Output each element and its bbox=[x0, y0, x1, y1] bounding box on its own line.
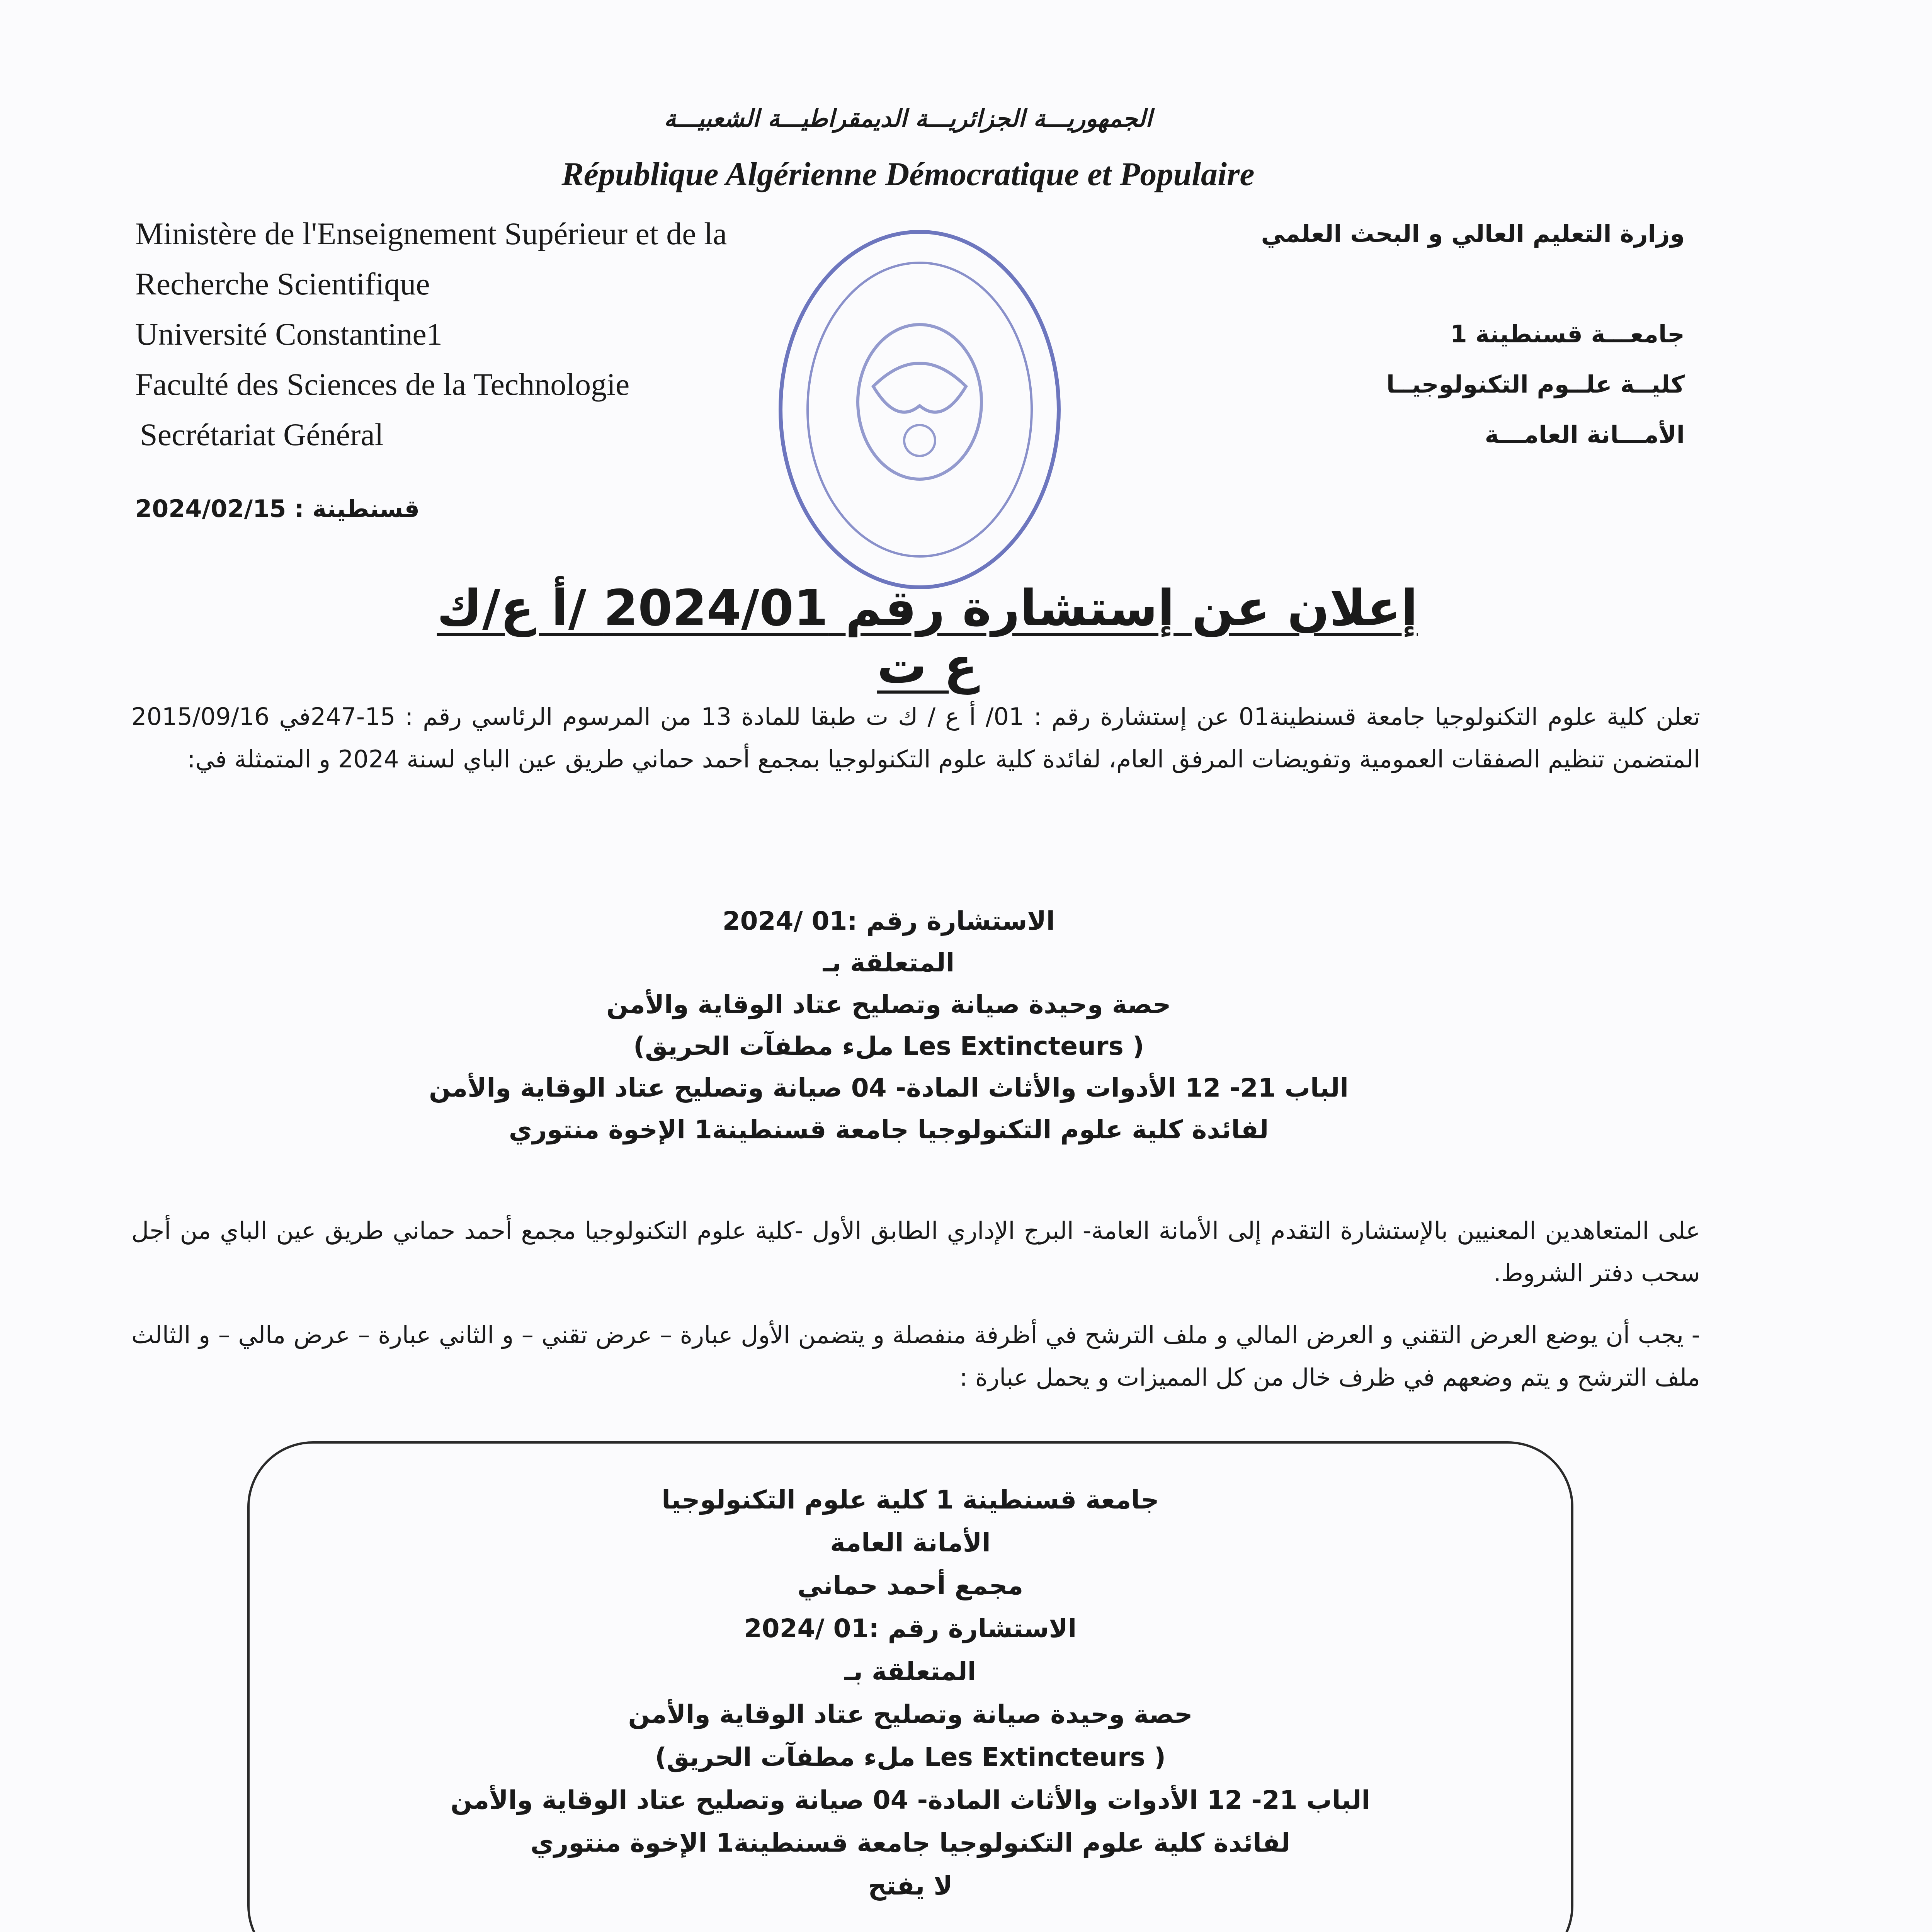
envelope-line-1: جامعة قسنطينة 1 كلية علوم التكنولوجيا bbox=[662, 1485, 1159, 1515]
envelope-text bbox=[250, 1478, 1571, 1907]
official-stamp-icon bbox=[773, 224, 1066, 595]
envelope-line-2: الأمانة العامة bbox=[830, 1528, 991, 1558]
intro-paragraph: تعلن كلية علوم التكنولوجيا جامعة قسنطينة01 عن إستشارة رقم : 01/ أ ع / ك ت طبقا للمادة 13 من المرسوم الرئاسي رقم : 15-247في 2015/09/16 المتضمن تنظيم الصفقات العمومية وتفويضات المرفق العام، لفائدة كلية علوم التكنولوجيا بمجمع أحمد حماني طريق عين الباي لسنة 2024 و المتمثلة في: bbox=[131, 702, 1701, 773]
consultation-number: الاستشارة رقم :01 /2024 bbox=[722, 906, 1055, 936]
envelope-line-4: الاستشارة رقم :01 /2024 bbox=[744, 1614, 1077, 1643]
header-fr-line-5: Secrétariat Général bbox=[140, 417, 384, 452]
consultation-lot: حصة وحيدة صيانة وتصليح عتاد الوقاية والأمن bbox=[606, 990, 1171, 1019]
envelope-box bbox=[247, 1441, 1573, 1932]
envelope-line-5: المتعلقة بـ bbox=[844, 1656, 976, 1686]
republic-ar: الجمهوريـــة الجزائريـــة الديمقراطيـــة الشعبيـــة bbox=[664, 104, 1152, 133]
header-ar-block bbox=[1105, 209, 1685, 460]
consultation-extinguishers: ( Les Extincteurs ملء مطفآت الحريق) bbox=[633, 1031, 1144, 1061]
announcement-title bbox=[425, 580, 1430, 695]
instructions-paragraph-2: - يجب أن يوضع العرض التقني و العرض المالي و ملف الترشح في أظرفة منفصلة و يتضمن الأول عبارة – عرض تقني – و الثاني عبارة – عرض مالي – و الثالث ملف الترشح و يتم وضعهم في ظرف خال من كل المميزات و يحمل عبارة : bbox=[131, 1321, 1700, 1391]
envelope-line-7: ( Les Extincteurs ملء مطفآت الحريق) bbox=[655, 1742, 1166, 1772]
instructions-paragraph-1: على المتعاهدين المعنيين بالإستشارة التقدم إلى الأمانة العامة- البرج الإداري الطابق الأول -كلية علوم التكنولوجيا مجمع أحمد حماني طريق عين الباي من أجل سحب دفتر الشروط. bbox=[131, 1216, 1700, 1287]
consultation-block bbox=[232, 900, 1546, 1151]
header-fr-line-2: Recherche Scientifique bbox=[135, 266, 430, 301]
announcement-title-text: إعلان عن إستشارة رقم 2024/01 /أ ع/ك ع ت bbox=[437, 580, 1418, 695]
header-fr-line-4: Faculté des Sciences de la Technologie bbox=[135, 367, 630, 402]
envelope-line-8: الباب 21- 12 الأدوات والأثاث المادة- 04 صيانة وتصليح عتاد الوقاية والأمن bbox=[450, 1785, 1371, 1815]
document-date: قسنطينة : 2024/02/15 bbox=[135, 495, 420, 523]
header-fr-line-1: Ministère de l'Enseignement Supérieur et de la bbox=[135, 216, 727, 251]
header-ar-line-1: وزارة التعليم العالي و البحث العلمي bbox=[1261, 219, 1685, 248]
header-ar-line-3: كليــة علــوم التكنولوجيــا bbox=[1386, 370, 1685, 398]
header-ar-line-4: الأمـــانة العامـــة bbox=[1485, 420, 1685, 449]
consultation-chapter: الباب 21- 12 الأدوات والأثاث المادة- 04 صيانة وتصليح عتاد الوقاية والأمن bbox=[429, 1073, 1349, 1103]
envelope-line-3: مجمع أحمد حماني bbox=[797, 1571, 1024, 1600]
consultation-related: المتعلقة بـ bbox=[823, 948, 955, 978]
republic-fr: République Algérienne Démocratique et Populaire bbox=[561, 155, 1255, 192]
header-fr-line-3: Université Constantine1 bbox=[135, 316, 442, 352]
envelope-line-9: لفائدة كلية علوم التكنولوجيا جامعة قسنطينة1 الإخوة منتوري bbox=[530, 1828, 1291, 1858]
header-fr-block bbox=[135, 209, 869, 460]
consultation-beneficiary: لفائدة كلية علوم التكنولوجيا جامعة قسنطينة1 الإخوة منتوري bbox=[509, 1115, 1269, 1145]
header-ar-line-2: جامعـــة قسنطينة 1 bbox=[1450, 320, 1685, 348]
envelope-line-6: حصة وحيدة صيانة وتصليح عتاد الوقاية والأمن bbox=[628, 1699, 1193, 1729]
envelope-line-10: لا يفتح bbox=[868, 1871, 953, 1901]
